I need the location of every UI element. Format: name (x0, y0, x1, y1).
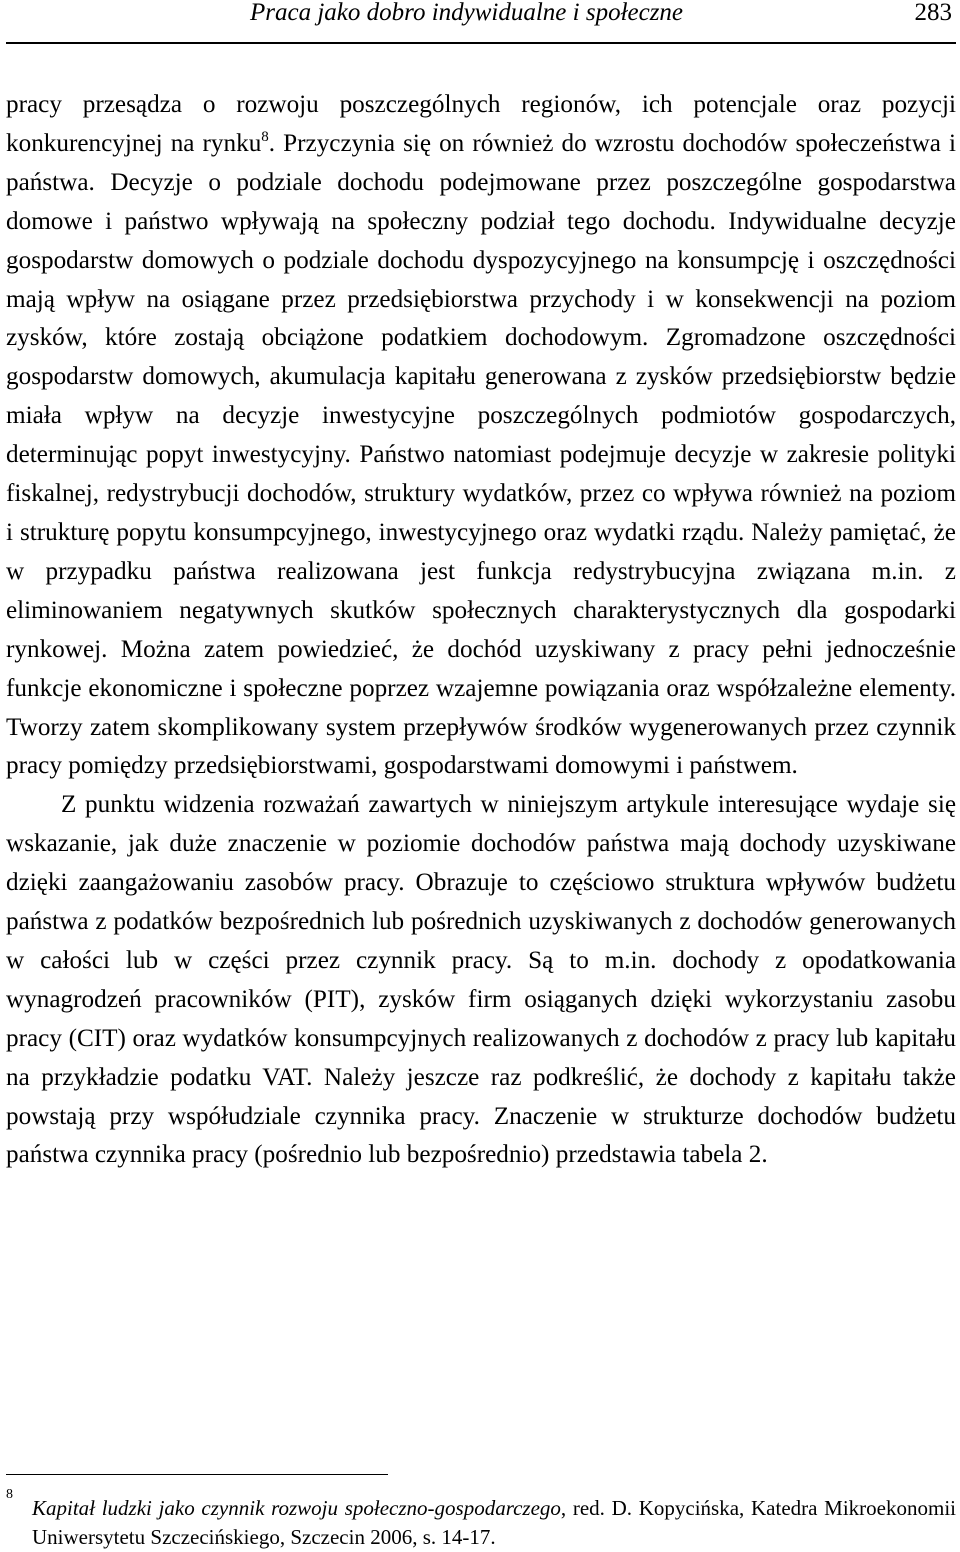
paragraph-1-part-1: pracy przesądza o rozwoju poszczególnych regionów, ich potencjale oraz pozycji konkurencyjnej na rynku (6, 91, 956, 157)
page-number: 283 (914, 0, 952, 26)
paragraph-1 (6, 86, 956, 786)
header-rule (6, 42, 956, 44)
footnote-text (32, 1494, 956, 1552)
body-text (6, 86, 956, 1175)
footnote (6, 1487, 956, 1552)
footnote-reference[interactable]: 8 (261, 128, 269, 145)
paragraph-2: Z punktu widzenia rozważań zawartych w niniejszym artykule interesujące wydaje się wskazanie, jak duże znaczenie w poziomie dochodów państwa mają dochody uzyskiwane dzięki zaangażowaniu zasobów pracy. Obrazuje to częściowo struktura wpływów budżetu państwa z podatków bezpośrednich lub pośrednich uzyskiwanych z dochodów generowanych w całości lub w części przez czynnik pracy. Są to m.in. dochody z opodatkowania wynagrodzeń pracowników (PIT), zysków firm osiąganych dzięki wykorzystaniu zasobu pracy (CIT) oraz wydatków konsumpcyjnych realizowanych z dochodów z pracy lub kapitału na przykładzie podatku VAT. Należy jeszcze raz podkreślić, że dochody z kapitału także powstają przy współudziale czynnika pracy. Znaczenie w strukturze dochodów budżetu państwa czynnika pracy (pośrednio lub bezpośrednio) przedstawia tabela 2. (6, 791, 956, 1169)
running-title: Praca jako dobro indywidualne i społeczne (250, 0, 684, 26)
footnote-details: , red. D. Kopycińska, Katedra Mikroekonomii Uniwersytetu Szczecińskiego, Szczecin 2006, s. 14-17. (32, 1496, 956, 1549)
footnote-rule (6, 1474, 388, 1475)
footnote-number: 8 (6, 1487, 13, 1502)
paragraph-1-part-2: . Przyczynia się on również do wzrostu dochodów społeczeństwa i państwa. Decyzje o podziale dochodu podejmowane przez poszczególne gospodarstwa domowe i państwo wpływają na społeczny podział tego dochodu. Indywidualne decyzje gospodarstw domowych o podziale dochodu dyspozycyjnego na konsumpcję i oszczędności mają wpływ na osiągane przez przedsiębiorstwa przychody i w konsekwencji na poziom zysków, które zostają obciążone podatkiem dochodowym. Zgromadzone oszczędności gospodarstw domowych, akumulacja kapitału generowana z zysków przedsiębiorstw będzie miała wpływ na decyzje inwestycyjne poszczególnych podmiotów gospodarczych, determinując popyt inwestycyjny. Państwo natomiast podejmuje decyzje w zakresie polityki fiskalnej, redystrybucji dochodów, struktury wydatków, przez co wpływa również na poziom i strukturę popytu konsumpcyjnego, inwestycyjnego oraz wydatki rządu. Należy pamiętać, że w przypadku państwa realizowana jest funkcja redystrybucyjna związana m.in. z eliminowaniem negatywnych skutków społecznych charakterystycznych dla gospodarki rynkowej. Można zatem powiedzieć, że dochód uzyskiwany z pracy pełni jednocześnie funkcje ekonomiczne i społeczne poprzez wzajemne powiązania oraz współzależne elementy. Tworzy zatem skomplikowany system przepływów środków wygenerowanych przez czynnik pracy pomiędzy przedsiębiorstwami, gospodarstwami domowymi i państwem. (6, 129, 956, 780)
footnote-title: Kapitał ludzki jako czynnik rozwoju społeczno-gospodarczego (32, 1496, 561, 1520)
running-header (6, 0, 954, 30)
